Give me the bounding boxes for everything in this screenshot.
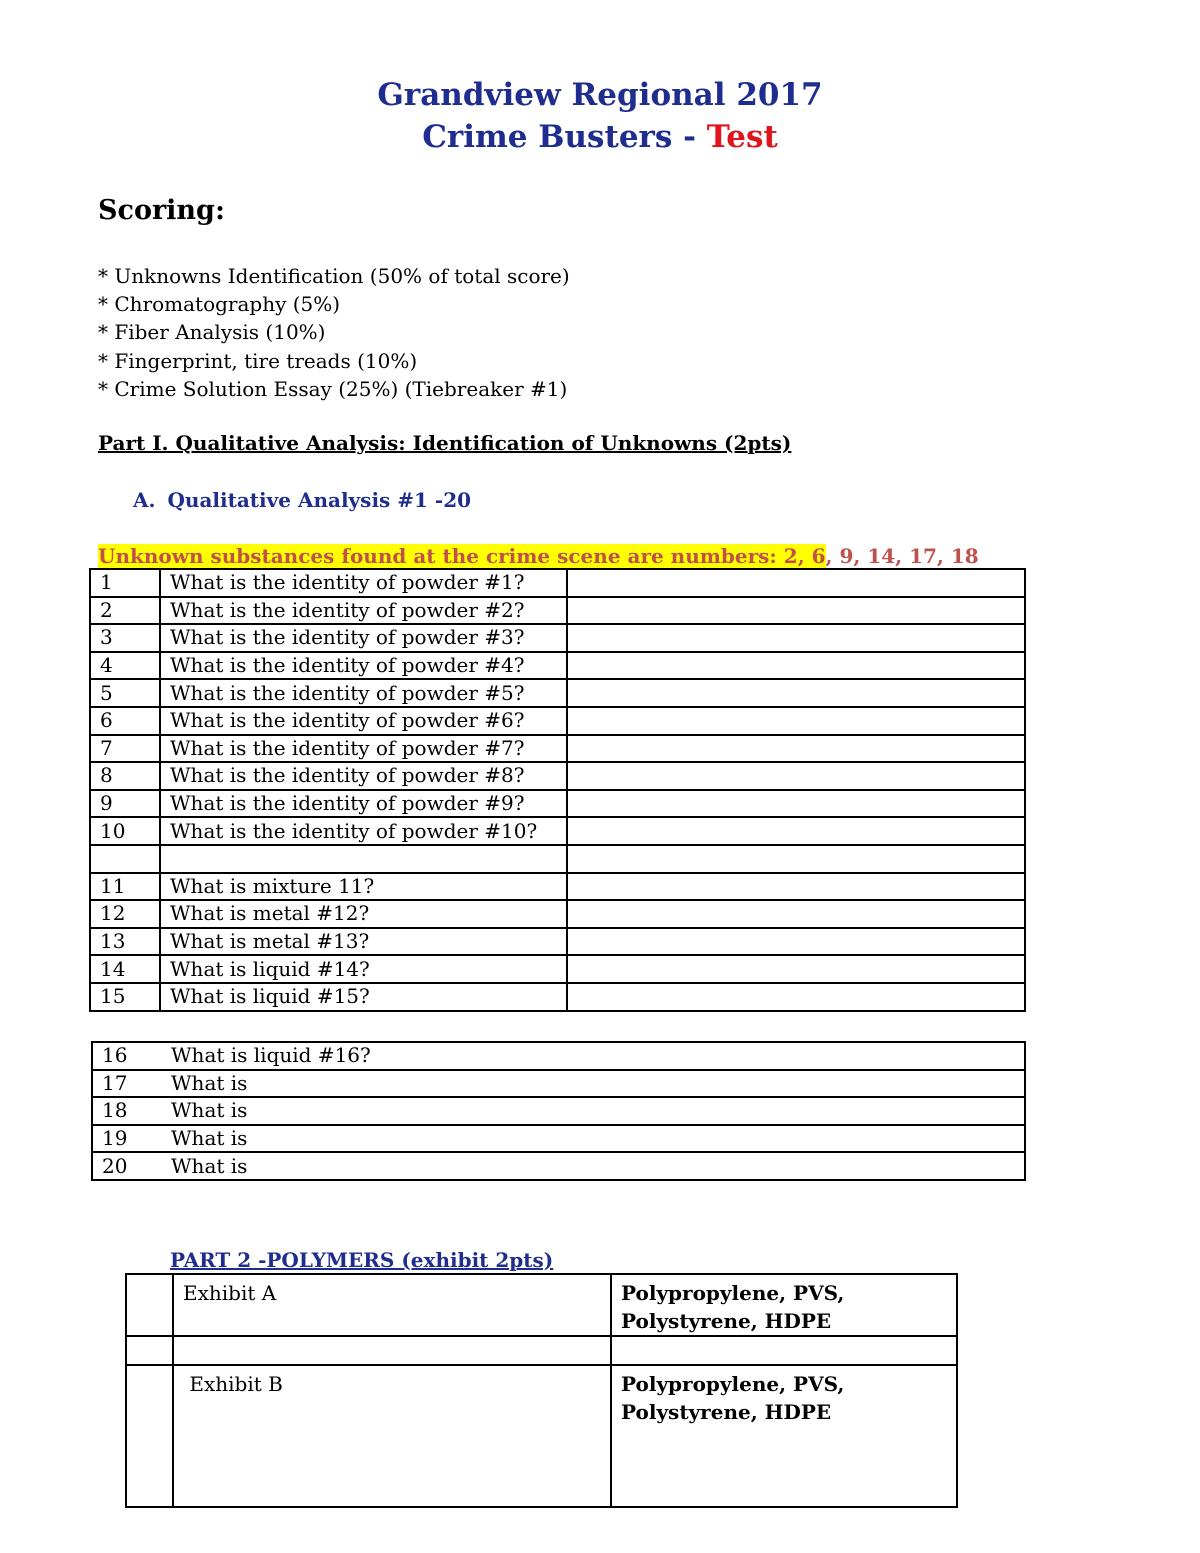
- scoring-item: * Crime Solution Essay (25%) (Tiebreaker #1): [98, 376, 568, 401]
- options-line: Polypropylene, PVS,: [621, 1281, 845, 1305]
- table-row: [92, 1125, 1025, 1153]
- question-text: What is the identity of powder #1?: [160, 569, 567, 597]
- row-number: 6: [90, 707, 160, 735]
- table-row: [90, 624, 1025, 652]
- table-row: [90, 652, 1025, 680]
- polymers-table: [125, 1273, 958, 1508]
- unknowns-note: [98, 543, 979, 569]
- row-number: 16: [92, 1042, 162, 1070]
- answer-cell[interactable]: [567, 624, 1025, 652]
- table-row: [90, 597, 1025, 625]
- question-text[interactable]: What is: [162, 1152, 1025, 1180]
- question-text: What is mixture 11?: [160, 873, 567, 901]
- question-text: [160, 845, 567, 873]
- row-number: 20: [92, 1152, 162, 1180]
- row-number: 1: [90, 569, 160, 597]
- title-line1: Grandview Regional 2017: [377, 77, 823, 113]
- scoring-list: [98, 262, 570, 403]
- row-number: 11: [90, 873, 160, 901]
- table-row: [90, 955, 1025, 983]
- options-line: Polypropylene, PVS,: [621, 1372, 845, 1396]
- exhibit-label: Exhibit B: [173, 1365, 611, 1507]
- note-rest: , 9, 14, 17, 18: [825, 544, 979, 568]
- table-row: [90, 569, 1025, 597]
- question-text: What is the identity of powder #7?: [160, 735, 567, 763]
- row-number: 17: [92, 1070, 162, 1098]
- row-number: 13: [90, 928, 160, 956]
- row-number: 9: [90, 790, 160, 818]
- row-number-cell: [126, 1336, 173, 1365]
- scoring-item: * Fingerprint, tire treads (10%): [98, 348, 418, 373]
- answer-cell[interactable]: [567, 845, 1025, 873]
- subsection-text: Qualitative Analysis #1 -20: [167, 488, 472, 512]
- table-row: [90, 790, 1025, 818]
- exhibit-label: Exhibit A: [173, 1274, 611, 1336]
- row-number: 3: [90, 624, 160, 652]
- row-number-cell: [126, 1365, 173, 1507]
- row-number-cell: [126, 1274, 173, 1336]
- question-text: What is liquid #15?: [160, 983, 567, 1011]
- row-number: 12: [90, 900, 160, 928]
- question-text[interactable]: What is liquid #16?: [162, 1042, 1025, 1070]
- row-number: 14: [90, 955, 160, 983]
- answer-cell[interactable]: [567, 707, 1025, 735]
- row-number: 15: [90, 983, 160, 1011]
- title-main: Crime Busters -: [422, 119, 707, 155]
- unknowns-table: [89, 568, 1026, 1012]
- answer-cell[interactable]: [567, 597, 1025, 625]
- answer-cell[interactable]: [567, 928, 1025, 956]
- table-row: [92, 1097, 1025, 1125]
- table-row: [126, 1365, 957, 1507]
- answer-cell[interactable]: [567, 735, 1025, 763]
- table-row: [92, 1042, 1025, 1070]
- options-line: Polystyrene, HDPE: [621, 1400, 832, 1424]
- subsection-label: A.: [133, 488, 156, 512]
- table-row: [126, 1274, 957, 1336]
- question-text[interactable]: What is: [162, 1097, 1025, 1125]
- row-number: 10: [90, 817, 160, 845]
- question-text: What is the identity of powder #9?: [160, 790, 567, 818]
- table-row: [90, 707, 1025, 735]
- answer-cell[interactable]: [567, 900, 1025, 928]
- table-row: [90, 679, 1025, 707]
- table-row: [90, 762, 1025, 790]
- row-number: 4: [90, 652, 160, 680]
- exhibit-label: [173, 1336, 611, 1365]
- subsection-a: [133, 488, 471, 512]
- question-text: What is metal #12?: [160, 900, 567, 928]
- answer-cell[interactable]: [567, 652, 1025, 680]
- table-row: [92, 1070, 1025, 1098]
- question-text[interactable]: What is: [162, 1070, 1025, 1098]
- answer-cell[interactable]: [567, 873, 1025, 901]
- table-row: [126, 1336, 957, 1365]
- liquids-table: [91, 1041, 1026, 1181]
- row-number: 8: [90, 762, 160, 790]
- part1-heading: Part I. Qualitative Analysis: Identification of Unknowns (2pts): [98, 431, 792, 455]
- note-highlighted: Unknown substances found at the crime scene are numbers: 2, 6: [98, 544, 826, 568]
- answer-cell[interactable]: [567, 569, 1025, 597]
- table-row: [92, 1152, 1025, 1180]
- table-row: [90, 928, 1025, 956]
- table-row: [90, 817, 1025, 845]
- question-text: What is the identity of powder #3?: [160, 624, 567, 652]
- row-number: 5: [90, 679, 160, 707]
- part2-heading: PART 2 -POLYMERS (exhibit 2pts): [170, 1248, 554, 1272]
- row-number: 19: [92, 1125, 162, 1153]
- table-row: [90, 845, 1025, 873]
- question-text[interactable]: What is: [162, 1125, 1025, 1153]
- table-row: [90, 983, 1025, 1011]
- exhibit-options: [611, 1365, 957, 1507]
- scoring-item: * Unknowns Identification (50% of total score): [98, 264, 570, 288]
- scoring-heading: Scoring:: [98, 195, 225, 226]
- row-number: [90, 845, 160, 873]
- row-number: 18: [92, 1097, 162, 1125]
- question-text: What is the identity of powder #10?: [160, 817, 567, 845]
- question-text: What is liquid #14?: [160, 955, 567, 983]
- question-text: What is the identity of powder #5?: [160, 679, 567, 707]
- exhibit-options: [611, 1336, 957, 1365]
- answer-cell[interactable]: [567, 983, 1025, 1011]
- table-row: [90, 900, 1025, 928]
- answer-cell[interactable]: [567, 679, 1025, 707]
- title-line2: [0, 116, 1200, 158]
- question-text: What is the identity of powder #8?: [160, 762, 567, 790]
- options-line: Polystyrene, HDPE: [621, 1309, 832, 1333]
- scoring-item: * Fiber Analysis (10%): [98, 320, 326, 345]
- answer-cell[interactable]: [567, 790, 1025, 818]
- table-row: [90, 735, 1025, 763]
- question-text: What is the identity of powder #2?: [160, 597, 567, 625]
- row-number: 7: [90, 735, 160, 763]
- answer-cell[interactable]: [567, 817, 1025, 845]
- question-text: What is the identity of powder #6?: [160, 707, 567, 735]
- question-text: What is metal #13?: [160, 928, 567, 956]
- title-test-label: Test: [706, 119, 778, 155]
- scoring-item: * Chromatography (5%): [98, 292, 341, 317]
- row-number: 2: [90, 597, 160, 625]
- exhibit-options: [611, 1274, 957, 1336]
- answer-cell[interactable]: [567, 762, 1025, 790]
- question-text: What is the identity of powder #4?: [160, 652, 567, 680]
- table-row: [90, 873, 1025, 901]
- answer-cell[interactable]: [567, 955, 1025, 983]
